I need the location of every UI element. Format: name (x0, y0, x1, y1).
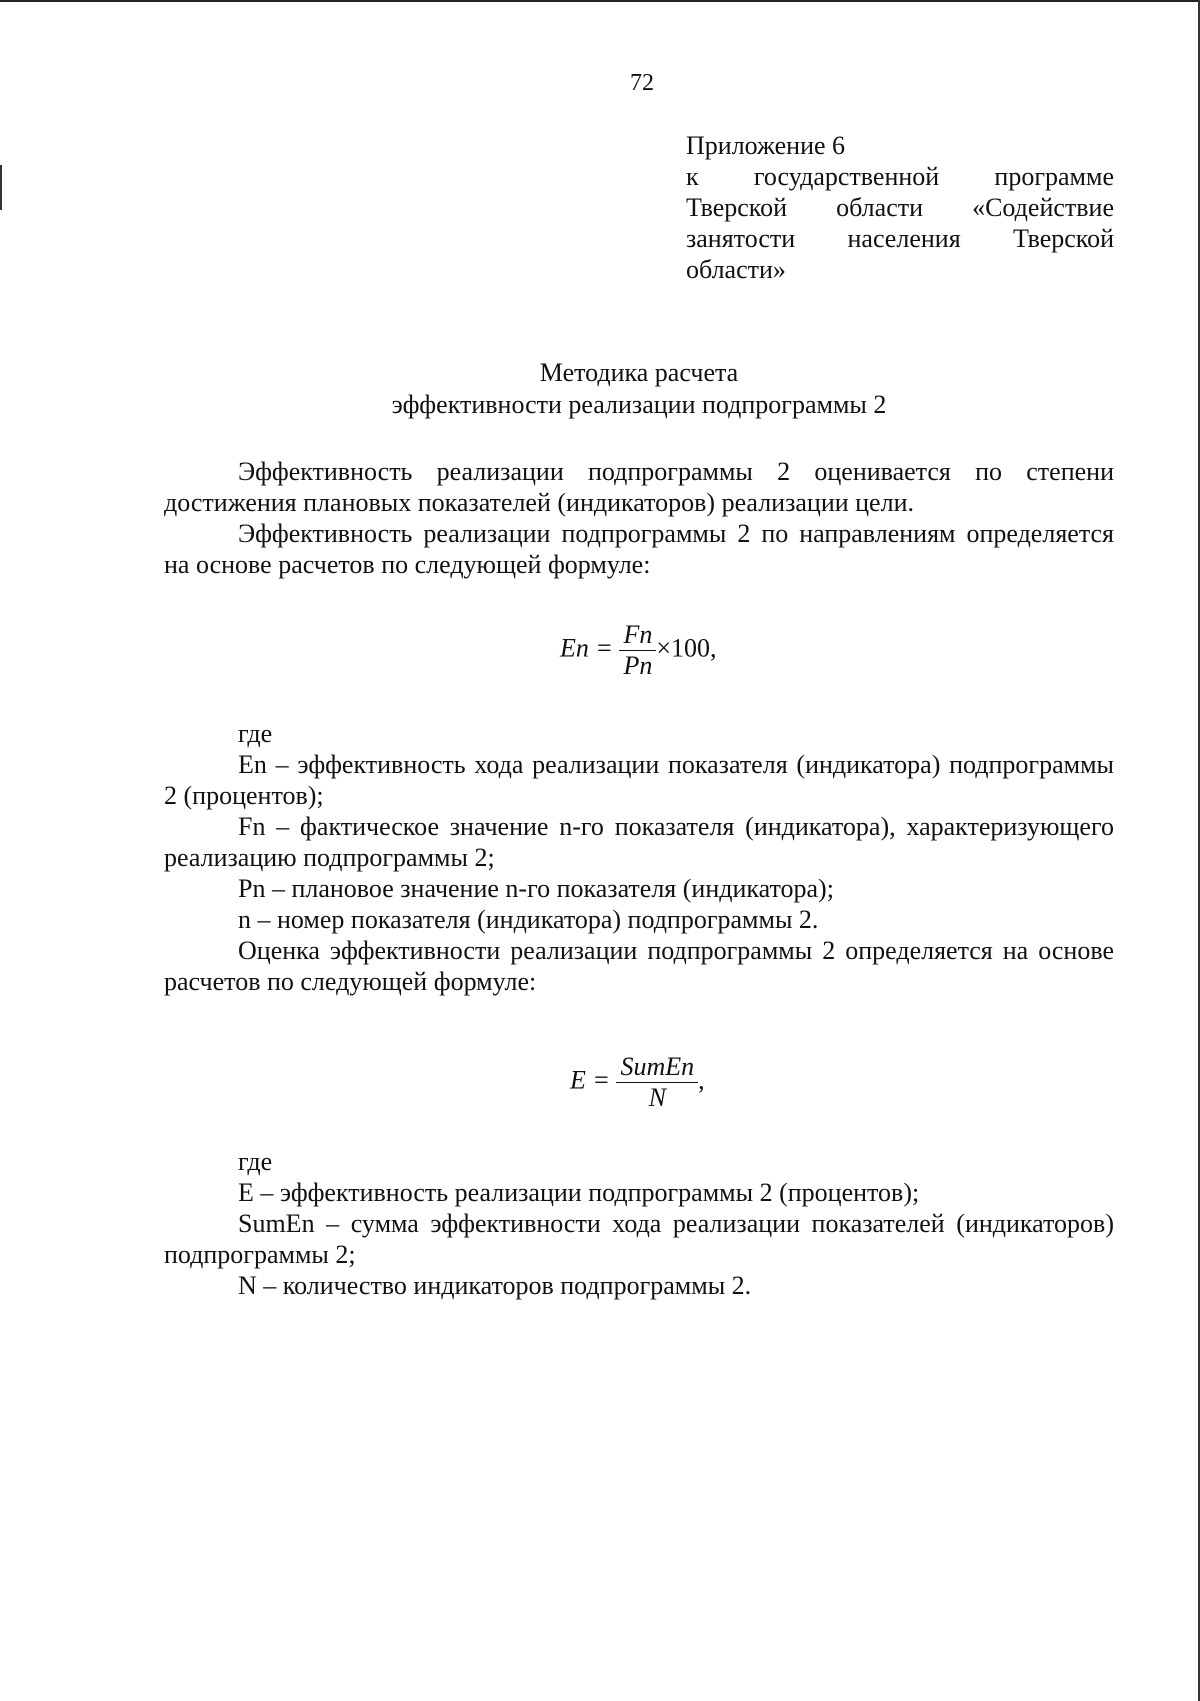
scan-edge-top (0, 0, 1200, 2)
definition-n: n – номер показателя (индикатора) подпрограммы 2. (238, 905, 819, 934)
definitions-block-1 (164, 718, 1114, 997)
definition-en: En – эффективность хода реализации показателя (индикатора) подпрограммы 2 (процентов); (164, 750, 1114, 810)
formula-numerator: SumEn (616, 1052, 698, 1083)
definition-pn: Pn – плановое значение n-го показателя (индикатора); (238, 874, 834, 903)
where-label: где (238, 719, 273, 748)
appendix-line: к государственной программе (686, 162, 1114, 191)
formula-numerator: Fn (619, 620, 656, 651)
formula-tail: ×100, (656, 633, 717, 663)
title-line: Методика расчета (539, 358, 739, 387)
formula-fraction (616, 1052, 698, 1113)
appendix-line: Тверской области «Содействие (686, 193, 1114, 222)
definition-e: E – эффективность реализации подпрограммы 2 (процентов); (238, 1178, 920, 1207)
appendix-block (686, 130, 1114, 285)
formula-fraction (619, 620, 656, 681)
formula-tail: , (698, 1065, 705, 1095)
formula-lhs: En = (560, 633, 613, 663)
formula-en (560, 620, 717, 681)
scan-edge-left (0, 165, 2, 210)
definition-count: N – количество индикаторов подпрограммы 2. (238, 1271, 752, 1300)
definition-fn: Fn – фактическое значение n-го показателя (индикатора), характеризующего реализацию подпрограммы 2; (164, 812, 1114, 872)
formula-denominator: Pn (623, 651, 653, 680)
appendix-title: Приложение 6 (686, 131, 846, 160)
formula-lhs: E = (570, 1065, 610, 1095)
document-title (164, 357, 1114, 421)
paragraph: Эффективность реализации подпрограммы 2 оценивается по степени достижения плановых показателей (индикаторов) реализации цели. (164, 457, 1114, 517)
definitions-block-2 (164, 1146, 1114, 1301)
appendix-line: занятости населения Тверской (686, 224, 1114, 253)
definition-sumen: SumEn – сумма эффективности хода реализации показателей (индикаторов) подпрограммы 2; (164, 1209, 1114, 1269)
paragraph: Оценка эффективности реализации подпрограммы 2 определяется на основе расчетов по следующей формуле: (164, 936, 1114, 996)
appendix-line: области» (686, 255, 786, 284)
formula-e (570, 1052, 705, 1113)
page-number: 72 (630, 70, 654, 96)
where-label: где (238, 1147, 273, 1176)
title-line: эффективности реализации подпрограммы 2 (391, 390, 887, 419)
formula-denominator: N (648, 1083, 666, 1112)
paragraph: Эффективность реализации подпрограммы 2 по направлениям определяется на основе расчетов по следующей формуле: (164, 519, 1114, 579)
intro-block (164, 456, 1114, 580)
